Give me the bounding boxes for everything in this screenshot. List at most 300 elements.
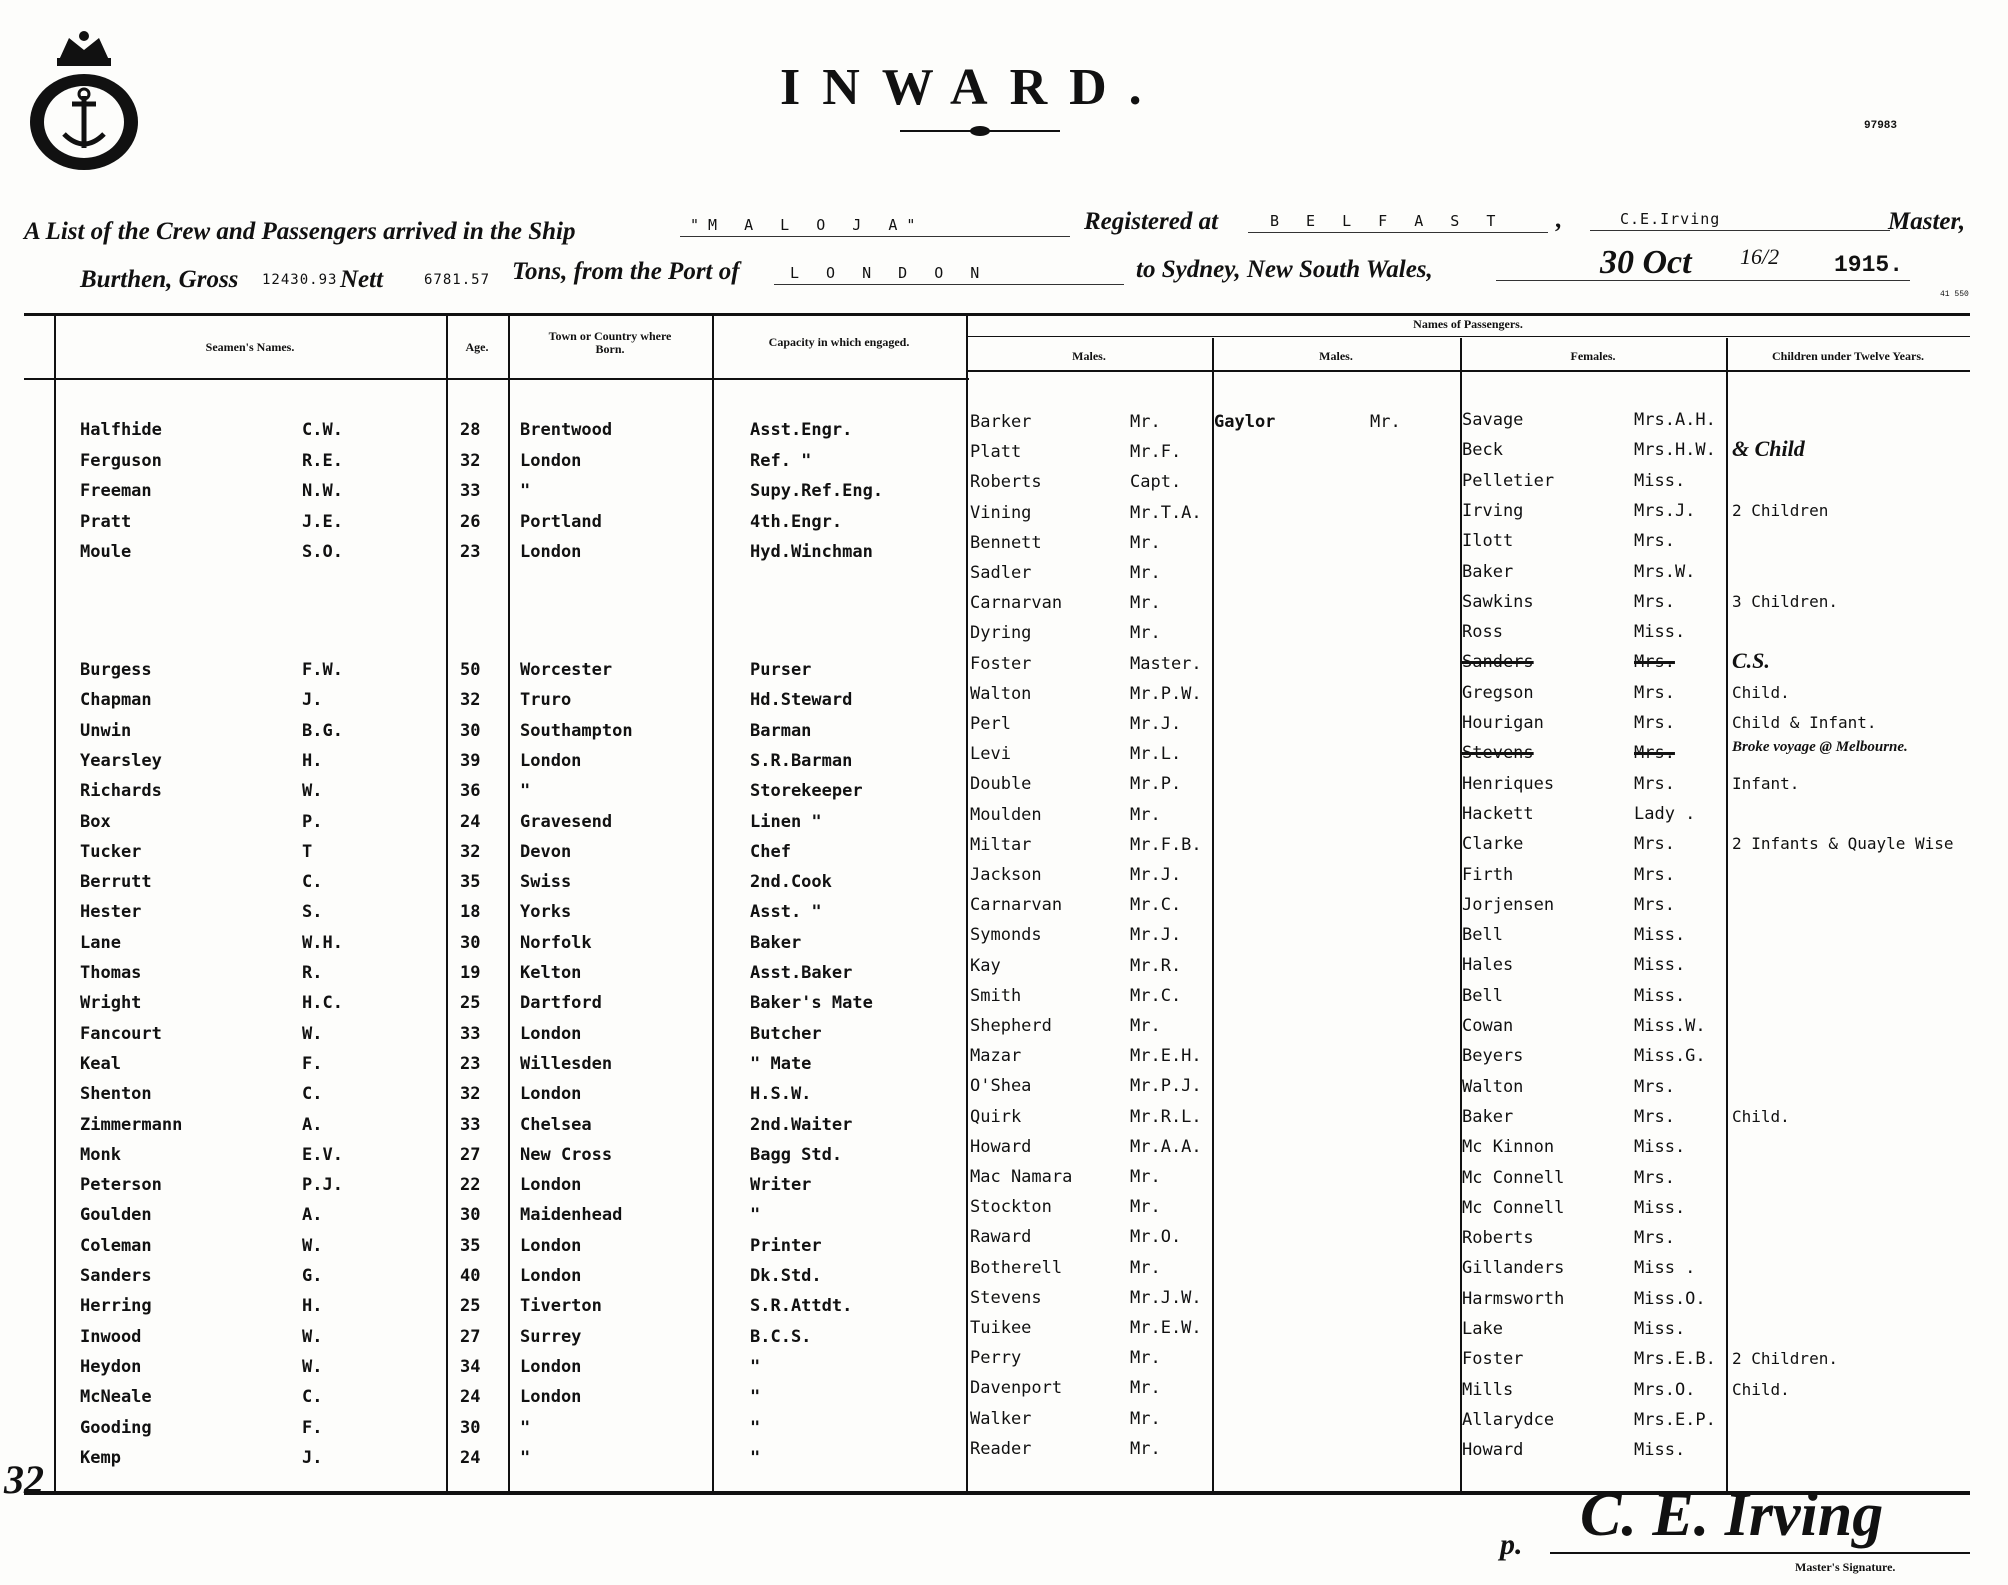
tons-label: Tons, from the Port of (512, 258, 740, 285)
crew-surname: Gooding (80, 1417, 152, 1438)
male-passenger-surname: Botherell (970, 1257, 1063, 1278)
crew-initials: F.W. (302, 660, 343, 680)
male-passenger-title: Mr.J. (1130, 925, 1182, 946)
date-note: 16/2 (1740, 244, 1780, 269)
female-passenger-surname: Foster (1462, 1349, 1524, 1370)
male-passenger-surname: Gaylor (1214, 412, 1276, 432)
crew-surname: Shenton (80, 1084, 152, 1105)
male-passenger-surname: O'Shea (970, 1076, 1032, 1097)
crew-age: 22 (460, 1175, 481, 1196)
male-passenger-title: Mr.J. (1130, 865, 1182, 885)
male-passenger-title: Mr. (1130, 563, 1161, 583)
master-name-line (1590, 230, 1890, 231)
crew-capacity: S.R.Attdt. (750, 1296, 853, 1317)
crew-capacity: Asst.Engr. (750, 420, 853, 440)
date-line (1496, 280, 1910, 281)
burthen-label: Burthen, Gross (80, 266, 239, 293)
male-passenger-title: Mr. (1130, 1197, 1161, 1218)
male-passenger-title: Mr.P.W. (1130, 683, 1202, 704)
children-note: Child & Infant. (1732, 713, 1877, 732)
crew-surname: Coleman (80, 1235, 152, 1256)
male-passenger-surname: Moulden (970, 804, 1042, 825)
registered-comma: , (1555, 206, 1562, 233)
crew-capacity: Purser (750, 660, 812, 680)
crew-initials: A. (302, 1114, 323, 1135)
crew-birthplace: London (520, 1356, 582, 1377)
crew-birthplace: Dartford (520, 993, 602, 1014)
crew-initials: J. (302, 1447, 323, 1468)
crew-birthplace: Yorks (520, 902, 572, 923)
crew-age: 33 (460, 481, 481, 501)
nett-label: Nett (340, 266, 384, 293)
crew-age: 27 (460, 1326, 481, 1347)
crew-surname: Keal (80, 1053, 121, 1074)
female-passenger-title: Miss. (1634, 1319, 1686, 1339)
male-passenger-surname: Perl (970, 714, 1011, 734)
crew-capacity: Asst.Baker (750, 963, 853, 983)
list-heading: A List of the Crew and Passengers arrived in the Ship (24, 218, 576, 245)
registered-port-line (1248, 232, 1548, 233)
title-ornament (900, 130, 1060, 132)
anchor-seal-emblem (24, 30, 144, 170)
crew-age: 28 (460, 420, 481, 440)
children-note: 2 Children (1732, 500, 1829, 520)
nett-tonnage: 6781.57 (424, 272, 491, 288)
female-passenger-title: Miss. (1634, 955, 1686, 976)
crew-surname: Pratt (80, 511, 132, 532)
header-males1: Males. (1072, 349, 1106, 363)
crew-initials: C. (302, 1387, 323, 1408)
crew-age: 33 (460, 1114, 481, 1135)
male-passenger-title: Mr.E.H. (1130, 1046, 1202, 1067)
crew-surname: Heydon (80, 1356, 142, 1377)
female-passenger-title: Miss.O. (1634, 1288, 1706, 1309)
female-passenger-surname: Gregson (1462, 682, 1534, 703)
crew-initials: A. (302, 1205, 323, 1226)
crew-initials: W.H. (302, 932, 343, 953)
crew-age: 24 (460, 811, 481, 832)
col-rule-left (54, 316, 56, 1491)
crew-initials: W. (302, 1326, 323, 1347)
crew-capacity: Dk.Std. (750, 1266, 822, 1286)
male-passenger-title: Mr.L. (1130, 744, 1182, 765)
header-females: Females. (1570, 349, 1616, 363)
female-passenger-surname: Ilott (1462, 531, 1514, 552)
crew-age: 32 (460, 1084, 481, 1105)
crew-age: 27 (460, 1144, 481, 1165)
male-passenger-title: Mr.R.L. (1130, 1106, 1202, 1127)
children-note: C.S. (1732, 648, 1770, 674)
crew-birthplace: Worcester (520, 660, 613, 680)
crew-capacity: " (750, 1417, 761, 1438)
crew-capacity: " Mate (750, 1053, 812, 1074)
destination-label: to Sydney, New South Wales, (1136, 256, 1433, 283)
female-passenger-title: Mrs. (1634, 773, 1675, 794)
female-passenger-surname: Bell (1462, 985, 1503, 1006)
crew-surname: Burgess (80, 660, 152, 680)
crew-capacity: 4th.Engr. (750, 511, 843, 532)
crew-initials: G. (302, 1266, 323, 1286)
crew-age: 35 (460, 872, 481, 893)
female-passenger-title: Mrs.E.P. (1634, 1409, 1716, 1430)
male-passenger-title: Mr.O. (1130, 1227, 1182, 1248)
crew-initials: F. (302, 1053, 323, 1074)
crew-capacity: Ref. " (750, 450, 812, 471)
crew-initials: R. (302, 963, 323, 983)
crew-surname: Unwin (80, 720, 132, 741)
male-passenger-title: Mr.J. (1130, 714, 1182, 734)
crew-surname: Kemp (80, 1447, 121, 1468)
female-passenger-surname: Jorjensen (1462, 894, 1555, 915)
female-passenger-surname: Sawkins (1462, 591, 1534, 612)
crew-age: 23 (460, 542, 481, 562)
female-passenger-surname: Firth (1462, 864, 1514, 885)
male-passenger-surname: Carnarvan (970, 895, 1063, 916)
crew-surname: McNeale (80, 1387, 152, 1408)
female-passenger-surname: Mc Connell (1462, 1197, 1565, 1218)
male-passenger-surname: Smith (970, 985, 1022, 1006)
female-passenger-title: Mrs.W. (1634, 561, 1696, 582)
gross-tonnage: 12430.93 (262, 272, 338, 288)
crew-birthplace: London (520, 1266, 582, 1286)
female-passenger-title: Miss. (1634, 1440, 1686, 1461)
female-passenger-title: Mrs. (1634, 652, 1675, 673)
female-passenger-surname: Howard (1462, 1440, 1524, 1461)
crew-birthplace: London (520, 542, 582, 562)
female-passenger-title: Mrs. (1634, 834, 1675, 855)
female-passenger-title: Miss. (1634, 985, 1686, 1006)
crew-initials: R.E. (302, 450, 343, 471)
female-passenger-title: Mrs. (1634, 1106, 1675, 1127)
crew-header-rule (24, 378, 969, 380)
female-passenger-surname: Clarke (1462, 834, 1524, 855)
female-passenger-surname: Baker (1462, 1106, 1514, 1127)
crew-birthplace: Chelsea (520, 1114, 592, 1135)
male-passenger-title: Mr. (1130, 1167, 1161, 1187)
male-passenger-title: Mr. (1130, 1257, 1161, 1278)
crew-capacity: 2nd.Waiter (750, 1114, 853, 1135)
crew-surname: Berrutt (80, 872, 152, 893)
female-passenger-surname: Irving (1462, 500, 1524, 521)
crew-age: 24 (460, 1447, 481, 1468)
children-note: Child. (1732, 682, 1790, 702)
header-seamen: Seamen's Names. (205, 340, 295, 354)
male-passenger-surname: Davenport (970, 1378, 1063, 1399)
crew-birthplace: London (520, 1387, 582, 1408)
crew-birthplace: " (520, 781, 531, 802)
crew-surname: Fancourt (80, 1023, 162, 1044)
male-passenger-title: Mr. (1370, 412, 1401, 432)
from-port-line (774, 284, 1124, 285)
male-passenger-title: Mr. (1130, 1378, 1161, 1399)
crew-surname: Wright (80, 993, 142, 1014)
registered-label: Registered at (1084, 208, 1219, 235)
female-passenger-title: Mrs.H.W. (1634, 440, 1716, 461)
children-note: Infant. (1732, 773, 1800, 793)
crew-surname: Halfhide (80, 420, 162, 440)
crew-age: 32 (460, 841, 481, 862)
female-passenger-surname: Roberts (1462, 1228, 1534, 1249)
crew-initials: S.O. (302, 542, 343, 562)
crew-age: 36 (460, 781, 481, 802)
female-passenger-title: Mrs. (1634, 894, 1675, 915)
male-passenger-title: Mr.P.J. (1130, 1076, 1202, 1097)
crew-capacity: 2nd.Cook (750, 872, 832, 893)
crew-age: 30 (460, 1417, 481, 1438)
form-code: 97983 (1864, 120, 1898, 132)
crew-capacity: Baker's Mate (750, 993, 873, 1014)
female-passenger-title: Mrs. (1634, 1076, 1675, 1097)
page-title: INWARD. (780, 59, 1164, 116)
crew-initials: W. (302, 1235, 323, 1256)
from-port: L O N D O N (790, 264, 989, 282)
crew-surname: Tucker (80, 841, 142, 862)
crew-surname: Goulden (80, 1205, 152, 1226)
female-passenger-title: Mrs.A.H. (1634, 410, 1716, 430)
header-passengers: Names of Passengers. (1413, 317, 1523, 331)
female-passenger-surname: Beyers (1462, 1046, 1524, 1067)
male-passenger-title: Mr. (1130, 1408, 1161, 1429)
male-passenger-surname: Double (970, 774, 1032, 795)
female-passenger-title: Miss. (1634, 470, 1686, 491)
crew-initials: C. (302, 1084, 323, 1105)
children-note: Child. (1732, 1379, 1790, 1399)
female-passenger-title: Mrs.J. (1634, 500, 1696, 521)
crew-age: 33 (460, 1023, 481, 1044)
children-note: & Child (1732, 436, 1805, 462)
male-passenger-surname: Walton (970, 683, 1032, 704)
signature-label: Master's Signature. (1795, 1560, 1896, 1574)
header-children: Children under Twelve Years. (1771, 349, 1924, 363)
crew-birthplace: Tiverton (520, 1296, 602, 1317)
crew-capacity: " (750, 1447, 761, 1468)
male-passenger-title: Mr. (1130, 1348, 1161, 1369)
crew-birthplace: Southampton (520, 720, 633, 741)
crew-age: 30 (460, 1205, 481, 1226)
table-top-rule (24, 313, 1970, 316)
crew-capacity: S.R.Barman (750, 750, 853, 771)
female-passenger-surname: Allarydce (1462, 1409, 1555, 1430)
children-note: 2 Children. (1732, 1349, 1838, 1369)
crew-age: 19 (460, 963, 481, 983)
crew-capacity: " (750, 1205, 761, 1226)
male-passenger-surname: Kay (970, 955, 1001, 976)
crew-age: 30 (460, 932, 481, 953)
crew-initials: J.E. (302, 511, 343, 532)
male-passenger-surname: Quirk (970, 1106, 1022, 1127)
crew-capacity: Printer (750, 1235, 822, 1256)
male-passenger-title: Mr. (1130, 804, 1161, 825)
female-passenger-title: Mrs.E.B. (1634, 1349, 1716, 1370)
female-passenger-surname: Savage (1462, 410, 1524, 430)
crew-birthplace: Swiss (520, 872, 572, 893)
male-passenger-surname: Vining (970, 502, 1032, 523)
male-passenger-surname: Stevens (970, 1287, 1042, 1308)
crew-capacity: Asst. " (750, 902, 822, 923)
female-passenger-surname: Beck (1462, 440, 1503, 461)
male-passenger-title: Mr.C. (1130, 985, 1182, 1006)
male-passenger-surname: Levi (970, 744, 1011, 765)
male-passenger-surname: Stockton (970, 1197, 1052, 1218)
crew-surname: Zimmermann (80, 1114, 183, 1135)
male-passenger-title: Mr.F. (1130, 442, 1182, 463)
crew-surname: Chapman (80, 690, 152, 711)
crew-initials: N.W. (302, 481, 343, 501)
corner-code: 41 550 (1940, 290, 1969, 299)
crew-surname: Hester (80, 902, 142, 923)
master-label: Master, (1888, 208, 1966, 235)
male-passenger-surname: Raward (970, 1227, 1032, 1248)
female-passenger-title: Mrs.O. (1634, 1379, 1696, 1400)
crew-initials: S. (302, 902, 323, 923)
crew-surname: Lane (80, 932, 121, 953)
male-passenger-title: Mr.R. (1130, 955, 1182, 976)
female-passenger-title: Miss. (1634, 1137, 1686, 1158)
male-passenger-surname: Bennett (970, 532, 1042, 553)
crew-birthplace: London (520, 1023, 582, 1044)
male-passenger-title: Mr.T.A. (1130, 502, 1202, 523)
male-passenger-title: Mr. (1130, 593, 1161, 614)
female-passenger-title: Mrs. (1634, 531, 1675, 552)
crew-birthplace: London (520, 1175, 582, 1196)
crew-capacity: Chef (750, 841, 791, 862)
female-passenger-surname: Cowan (1462, 1016, 1514, 1036)
male-passenger-surname: Miltar (970, 834, 1032, 855)
crew-capacity: Hyd.Winchman (750, 542, 873, 562)
crew-surname: Sanders (80, 1266, 152, 1286)
male-passenger-surname: Barker (970, 412, 1032, 432)
male-passenger-title: Mr.J.W. (1130, 1287, 1202, 1308)
col-rule-passengers (966, 316, 968, 1491)
crew-initials: H. (302, 1296, 323, 1317)
crew-birthplace: Surrey (520, 1326, 582, 1347)
crew-initials: E.V. (302, 1144, 343, 1165)
female-passenger-title: Mrs. (1634, 682, 1675, 703)
female-passenger-title: Miss . (1634, 1258, 1696, 1279)
crew-surname: Moule (80, 542, 132, 562)
col-rule-town (508, 316, 510, 1491)
children-note: 2 Infants & Quayle Wise (1732, 834, 1954, 854)
crew-age: 34 (460, 1356, 481, 1377)
header-capacity: Capacity in which engaged. (768, 335, 910, 349)
crew-birthplace: London (520, 1235, 582, 1256)
crew-surname: Herring (80, 1296, 152, 1317)
crew-birthplace: London (520, 750, 582, 771)
female-passenger-title: Mrs. (1634, 1228, 1675, 1249)
crew-age: 39 (460, 750, 481, 771)
female-passenger-title: Miss. (1634, 925, 1686, 946)
crew-birthplace: Norfolk (520, 932, 592, 953)
crew-capacity: Butcher (750, 1023, 822, 1044)
male-passenger-surname: Shepherd (970, 1016, 1052, 1036)
female-passenger-title: Miss. (1634, 1197, 1686, 1218)
female-passenger-title: Mrs. (1634, 591, 1675, 612)
female-passenger-surname: Gillanders (1462, 1258, 1565, 1279)
col-rule-males2 (1212, 338, 1214, 1491)
crew-surname: Thomas (80, 963, 142, 983)
female-passenger-surname: Henriques (1462, 773, 1555, 794)
passenger-header-rule (968, 370, 1970, 372)
female-passenger-surname: Hales (1462, 955, 1514, 976)
crew-capacity: B.C.S. (750, 1326, 812, 1347)
male-passenger-surname: Perry (970, 1348, 1022, 1369)
crew-capacity: Barman (750, 720, 812, 741)
male-passenger-title: Mr. (1130, 532, 1161, 553)
crew-birthplace: Maidenhead (520, 1205, 623, 1226)
male-passenger-title: Mr. (1130, 412, 1161, 432)
crew-age: 50 (460, 660, 481, 680)
crew-surname: Monk (80, 1144, 121, 1165)
crew-initials: W. (302, 1023, 323, 1044)
female-passenger-title: Miss.G. (1634, 1046, 1706, 1067)
crew-initials: B.G. (302, 720, 343, 741)
male-passenger-surname: Carnarvan (970, 593, 1063, 614)
master-name: C.E.Irving (1620, 210, 1721, 228)
registered-port: B E L F A S T (1270, 212, 1505, 230)
female-passenger-surname: Bell (1462, 925, 1503, 946)
crew-initials: J. (302, 690, 323, 711)
crew-surname: Ferguson (80, 450, 162, 471)
crew-capacity: Baker (750, 932, 802, 953)
male-passenger-surname: Reader (970, 1438, 1032, 1459)
crew-initials: T (302, 841, 313, 862)
crew-age: 32 (460, 690, 481, 711)
children-note: Broke voyage @ Melbourne. (1732, 739, 1908, 756)
female-passenger-surname: Pelletier (1462, 470, 1555, 491)
female-passenger-surname: Lake (1462, 1319, 1503, 1339)
crew-initials: C. (302, 872, 323, 893)
male-passenger-surname: Foster (970, 653, 1032, 674)
male-passenger-title: Mr. (1130, 1438, 1161, 1459)
crew-surname: Peterson (80, 1175, 162, 1196)
crew-age: 30 (460, 720, 481, 741)
crew-initials: H. (302, 750, 323, 771)
crew-initials: W. (302, 1356, 323, 1377)
crew-birthplace: London (520, 450, 582, 471)
crew-age: 40 (460, 1266, 481, 1286)
crew-age: 35 (460, 1235, 481, 1256)
ship-name: "M A L O J A" (690, 216, 925, 234)
crew-surname: Richards (80, 781, 162, 802)
female-passenger-surname: Hackett (1462, 803, 1534, 824)
male-passenger-title: Mr.A.A. (1130, 1136, 1202, 1157)
passenger-subheader-rule (968, 336, 1970, 337)
crew-surname: Yearsley (80, 750, 162, 771)
crew-birthplace: Truro (520, 690, 572, 711)
female-passenger-surname: Walton (1462, 1076, 1524, 1097)
header-males2: Males. (1319, 349, 1353, 363)
master-signature: C. E. Irving (1580, 1481, 1884, 1549)
female-passenger-title: Miss. (1634, 622, 1686, 643)
crew-initials: W. (302, 781, 323, 802)
male-passenger-title: Mr.F.B. (1130, 834, 1202, 855)
crew-capacity: H.S.W. (750, 1084, 812, 1105)
crew-initials: P. (302, 811, 323, 832)
female-passenger-title: Mrs. (1634, 1167, 1675, 1188)
male-passenger-title: Master. (1130, 653, 1202, 674)
crew-birthplace: Willesden (520, 1053, 613, 1074)
crew-capacity: Bagg Std. (750, 1144, 843, 1165)
col-rule-capacity (712, 316, 714, 1491)
crew-surname: Box (80, 811, 111, 832)
header-age: Age. (465, 340, 489, 354)
male-passenger-title: Mr.E.W. (1130, 1318, 1202, 1338)
crew-capacity: Storekeeper (750, 781, 863, 802)
male-passenger-title: Mr. (1130, 1016, 1161, 1036)
crew-capacity: Hd.Steward (750, 690, 853, 711)
crew-age: 25 (460, 993, 481, 1014)
male-passenger-title: Mr. (1130, 623, 1161, 644)
